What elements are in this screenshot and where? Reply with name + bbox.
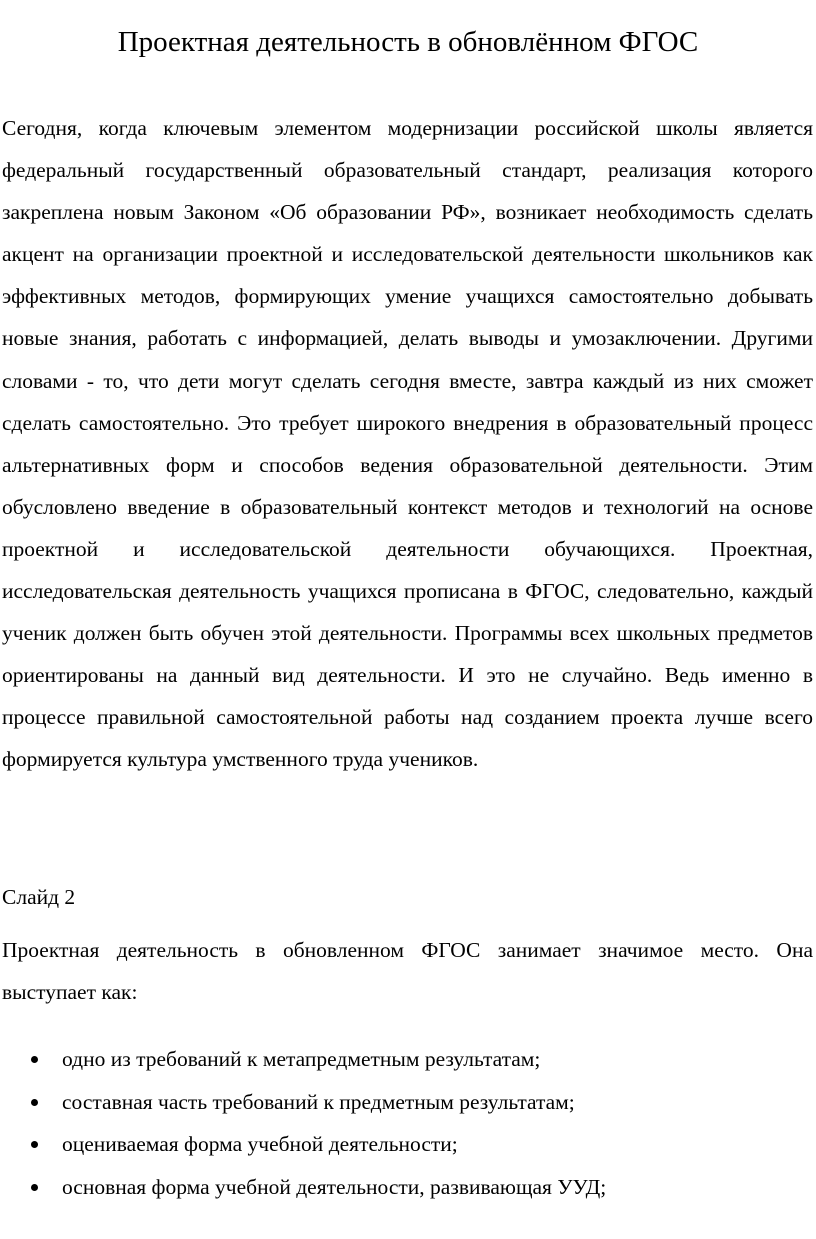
paragraph-intro: Сегодня, когда ключевым элементом модернизации российской школы является федеральный государственный образовательный стандарт, реализация которого закреплена новым Законом «Об образовании РФ», возникает необходимость сделать акцент на организации проектной и исследовательской деятельности школьников как эффективных методов, формирующих умение учащихся самостоятельно добывать новые знания, работать с информацией, делать выводы и умозаключении. Другими словами - то, что дети могут сделать сегодня вместе, завтра каждый из них сможет сделать самостоятельно. Это требует широкого внедрения в образовательный процесс альтернативных форм и способов ведения образовательной деятельности. Этим обусловлено введение в образовательный контекст методов и технологий на основе проектной и исследовательской деятельности обучающихся. Проектная, исследовательская деятельность учащихся прописана в ФГОС, следовательно, каждый ученик должен быть обучен этой деятельности. Программы всех школьных предметов ориентированы на данный вид деятельности. И это не случайно. Ведь именно в процессе правильной самостоятельной работы над созданием проекта лучше всего формируется культура умственного труда учеников. [2,116,813,772]
bullet-icon [31,1099,38,1106]
bullet-list [0,1038,780,1208]
document-title: Проектная деятельность в обновлённом ФГОС [117,26,699,58]
bullet-icon [31,1184,38,1191]
list-item-text: одно из требований к метапредметным результатам; [62,1047,541,1071]
list-item [0,1038,780,1081]
list-item-text: основная форма учебной деятельности, развивающая УУД; [62,1174,607,1199]
list-item [0,1081,780,1124]
list-item [0,1166,780,1209]
list-item-text: составная часть требований к предметным результатам; [62,1089,575,1114]
paragraph-role: Проектная деятельность в обновленном ФГОС занимает значимое место. Она выступает как: [2,938,813,1004]
bullet-icon [31,1056,38,1063]
list-item [0,1123,780,1166]
slide-label: Слайд 2 [2,885,76,909]
bullet-icon [31,1141,38,1148]
list-item-text: оцениваемая форма учебной деятельности; [62,1132,458,1156]
